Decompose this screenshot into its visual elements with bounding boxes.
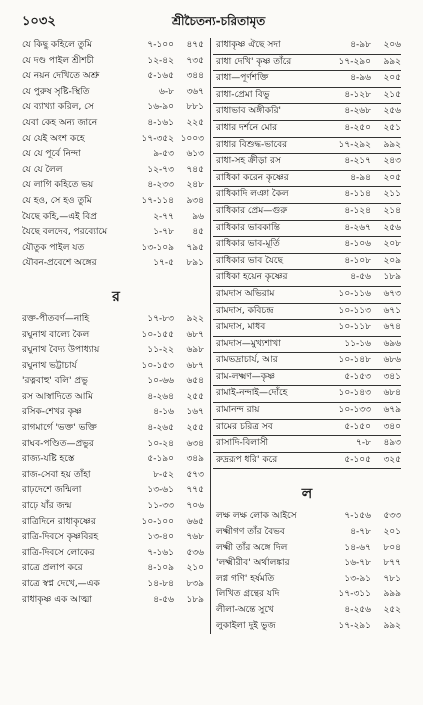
entry-page: ৬৯৮ (186, 345, 204, 356)
entry-page: ২১৪ (383, 205, 401, 216)
entry-page: ৩৬৭ (186, 86, 204, 97)
entry-reference: ১০-১১৮ (338, 322, 371, 333)
entry-reference: ৪-১০৮ (344, 255, 371, 266)
entry-page: ৪৯৩ (383, 438, 401, 449)
index-entry (22, 577, 210, 593)
entry-page: ২০৫ (383, 172, 401, 183)
entry-page: ৬৮৬ (383, 355, 401, 366)
entry-reference: ৫-১৫০ (344, 421, 371, 432)
entry-reference: ১০-১৪৩ (338, 388, 371, 399)
running-title: শ্রীচৈতন্য-চরিতামৃত (172, 14, 266, 28)
entry-reference: ১৭-৮৩ (147, 313, 174, 324)
right-column (210, 38, 401, 634)
entry-text: রসিক-শেখর কৃষ্ণ (22, 407, 82, 418)
entry-page: ৪৫ (192, 227, 204, 238)
entry-page: ৭৩৫ (186, 55, 204, 66)
entry-reference: ৭-৮ (356, 438, 371, 449)
entry-text: যে যে পূর্বে নিন্দা (22, 149, 81, 160)
entry-reference: ৪-১৬ (153, 407, 174, 418)
entry-page: ৯৩৪ (186, 195, 204, 206)
index-entry (22, 163, 210, 179)
entry-page: ১০০৩ (180, 133, 204, 144)
entry-text: রামদাস—মুখ্যশাখা (216, 338, 281, 349)
index-entry (213, 154, 401, 171)
entry-page: ১৮৯ (383, 272, 401, 283)
entry-reference: ১০-১৪৮ (338, 355, 371, 366)
entry-text: 'রত্নবাহু' বলি' প্রভু (22, 376, 88, 387)
index-entry (213, 420, 401, 437)
entry-page: ৯২২ (186, 313, 204, 324)
entry-page: ৬৭৩ (383, 288, 401, 299)
index-entry (213, 171, 401, 188)
entry-reference: ১০-২৪ (147, 438, 174, 449)
entry-reference: ১০-১৫৫ (141, 329, 174, 340)
index-entry (22, 515, 210, 531)
entry-page: ৬৮৭ (186, 329, 204, 340)
section-letter-la: ল (301, 486, 313, 503)
entry-text: রামাই-নন্দাই—দোঁহে (216, 388, 288, 399)
entry-page: ৮৭৭ (383, 558, 401, 569)
entry-page: ৫৭৩ (186, 469, 204, 480)
entry-text: 'লক্ষ্মীরীব' অর্থালঙ্কার (216, 558, 290, 569)
entry-reference: ১৪-৬৭ (344, 542, 371, 553)
index-entry (213, 556, 401, 572)
entry-reference: ৪-১২৮ (344, 89, 371, 100)
index-entry (22, 421, 210, 437)
entry-page: ৩৪৪ (186, 71, 204, 82)
entry-text: রামদাস, কবিচন্দ্র (216, 305, 274, 316)
index-entry (213, 587, 401, 603)
entry-page: ২১৫ (383, 89, 401, 100)
entry-page: ৮৮১ (186, 102, 204, 113)
index-entry (213, 55, 401, 72)
index-entry (213, 121, 401, 138)
entry-text: রাত্রিদিনে রাধাকৃষ্ণের (22, 516, 96, 527)
entry-page: ৮৯১ (186, 258, 204, 269)
index-entry (22, 546, 210, 562)
entry-reference: ৪-১৬১ (147, 117, 174, 128)
entry-reference: ৪-২১৭ (344, 156, 371, 167)
entry-text: রাধা দেখি' কৃষ্ণ তাঁরে (216, 56, 292, 67)
entry-text: রাধাকৃষ্ণ এক আত্মা (22, 594, 92, 605)
index-entry (213, 370, 401, 387)
entry-page: ৬১৩ (186, 149, 204, 160)
index-entry (22, 437, 210, 453)
entry-reference: ৪-৯৮ (350, 40, 371, 50)
entry-reference: ৯-৫৩ (153, 149, 174, 160)
entry-reference: ৪-৫৬ (153, 594, 174, 605)
index-entry (22, 194, 210, 210)
index-entry (22, 359, 210, 375)
index-entry (22, 85, 210, 101)
entry-reference: ৪-১০৯ (147, 563, 174, 574)
index-entry (22, 241, 210, 257)
entry-text: রাঢ়দেশে জন্মিলা (22, 485, 82, 496)
left-column (22, 38, 210, 634)
index-entry (22, 116, 210, 132)
entry-page: ৩২৫ (383, 454, 401, 465)
entry-text: রাধিকার প্রেম—গুরু (216, 205, 288, 216)
index-entry (213, 619, 401, 635)
index-entry (213, 320, 401, 337)
entry-text: যে ব্যাখ্যা করিল, সে (22, 102, 94, 113)
right-group-radha (213, 38, 401, 286)
entry-text: যে হও, সে হও তুমি (22, 195, 92, 206)
entry-text: রামভদ্রাচার্য, আর (216, 355, 278, 366)
entry-page: ২৫১ (383, 122, 401, 133)
entry-page: ৫৩৬ (186, 547, 204, 558)
index-entry (22, 225, 210, 241)
entry-text: লুকাইলা দুই ভুজ (216, 620, 276, 631)
entry-reference: ১৩-১০৯ (141, 242, 174, 253)
entry-text: রাধিকার ভাবকান্তি (216, 222, 280, 233)
entry-reference: ১৭-২৯১ (338, 620, 371, 631)
index-entry (213, 304, 401, 321)
entry-reference: ১৭-১১৪ (141, 195, 174, 206)
entry-reference: ১০-১০০ (141, 516, 174, 527)
entry-text: রাজ-সেবা হয় তাঁহা (22, 469, 91, 480)
entry-page: ২৫৫ (186, 391, 204, 402)
entry-text: যৈছে বলদেব, পরব্যোমে (22, 227, 108, 238)
entry-text: রাঘব-পণ্ডিত—প্রভুর (22, 438, 94, 449)
entry-reference: ৭-১০০ (147, 40, 174, 50)
index-entry (213, 353, 401, 370)
entry-page: ২৫৬ (383, 106, 401, 117)
entry-text: রাধিকার ভাব যৈছে (216, 255, 283, 266)
index-entry (213, 509, 401, 525)
entry-reference: ১০-১৫৩ (141, 360, 174, 371)
entry-reference: ১০-১১৬ (338, 288, 371, 299)
entry-page: ৬৯৬ (383, 338, 401, 349)
index-entry (213, 403, 401, 420)
entry-text: লক্ষ্মীগণ তাঁর বৈভব (216, 527, 285, 538)
index-entry (213, 71, 401, 88)
entry-reference: ৪-১০৬ (344, 239, 371, 250)
entry-page: ৭০৬ (186, 501, 204, 512)
entry-page: ৬৫৪ (186, 376, 204, 387)
entry-text: যেবা কেহ অন্য জানে (22, 117, 98, 128)
entry-text: লিখিত গ্রন্থের যদি (216, 589, 280, 600)
entry-page: ২০৮ (383, 239, 401, 250)
entry-text: রাগমার্গে 'ভক্ত' ভক্তি (22, 423, 97, 434)
index-entry (213, 221, 401, 238)
index-entry (213, 603, 401, 619)
entry-page: ৯৯২ (383, 620, 401, 631)
entry-text: রাত্রে স্বপ্ন দেখে,—এক (22, 579, 100, 589)
entry-reference: ১০-৬৬ (147, 376, 174, 387)
entry-text: যে কিছু কহিলে তুমি (22, 40, 92, 50)
entry-text: রামানন্দ রায় (216, 405, 260, 416)
entry-text: যে পুরুষ সৃষ্টি-স্থিতি (22, 86, 90, 97)
entry-page: ২০৫ (383, 73, 401, 84)
entry-reference: ১১-২২ (147, 345, 174, 356)
entry-reference: ১৭-২৯২ (338, 139, 371, 150)
entry-text: যৌবন-প্রবেশে অঙ্গের (22, 258, 97, 269)
entry-text: রাসাদি-বিলাসী (216, 438, 269, 449)
entry-reference: ১৩-৪০ (147, 532, 174, 543)
index-entry (22, 147, 210, 163)
index-entry (213, 187, 401, 204)
entry-text: রামদাস অভিরাম (216, 288, 275, 299)
section-letter-ra: র (112, 288, 120, 305)
entry-page: ৬৮৭ (186, 360, 204, 371)
entry-reference: ৪-৭৮ (350, 527, 371, 538)
entry-reference: ১৭-৩৫২ (141, 133, 174, 144)
entry-text: রুদ্ররূপ ধরি' করে (216, 454, 278, 465)
entry-page: ৯৬ (192, 211, 204, 222)
index-entry (22, 343, 210, 359)
index-entry (22, 69, 210, 85)
entry-page: ৬৮৪ (383, 388, 401, 399)
entry-reference: ৪-২৬৪ (147, 391, 174, 402)
entry-reference: ৪-৫৬ (350, 272, 371, 283)
index-entry (22, 483, 210, 499)
entry-page: ৯৯২ (383, 56, 401, 67)
entry-reference: ১৩-৬১ (147, 485, 174, 496)
entry-text: রাজ্য-যষ্টি হস্তে (22, 454, 75, 465)
entry-reference: ১৬-৭৮ (344, 558, 371, 569)
entry-reference: ৮-৫২ (153, 469, 174, 480)
index-entry (22, 452, 210, 468)
entry-reference: ৪-১১৪ (344, 189, 371, 200)
entry-reference: ১৭-২৯০ (338, 56, 371, 67)
entry-page: ২০৬ (383, 40, 401, 50)
index-entry (213, 204, 401, 221)
entry-page: ৬৭৪ (383, 322, 401, 333)
index-entry (22, 38, 210, 54)
entry-reference: ৫-১৯০ (147, 454, 174, 465)
entry-text: রাধা—পূর্ণশক্তি (216, 73, 269, 84)
entry-page: ২৫৫ (186, 423, 204, 434)
entry-text: যে লাগি কহিতে ভয় (22, 180, 94, 191)
entry-page: ৮০৪ (383, 542, 401, 553)
index-entry (213, 386, 401, 403)
entry-text: রামের চরিত্র সব (216, 421, 273, 432)
entry-text: যে যেই অংশ কহে (22, 133, 85, 144)
entry-text: যে যে লৈল (22, 164, 63, 175)
left-group-ya (22, 38, 210, 272)
entry-reference: ৫-১০৫ (344, 454, 371, 465)
entry-text: রাধার বিশুদ্ধ-ভাবের (216, 139, 288, 150)
entry-page: ২১০ (186, 563, 204, 574)
index-entry (22, 468, 210, 484)
left-group-ra (22, 312, 210, 608)
entry-text: রামদাস, মাধব (216, 322, 266, 333)
index-entry (213, 104, 401, 121)
entry-reference: ৪-২৩৩ (147, 180, 174, 191)
entry-page: ৯৯২ (383, 139, 401, 150)
entry-page: ৭৯৫ (186, 242, 204, 253)
entry-text: রাত্রি-দিবসে লোকের (22, 547, 95, 558)
entry-text: রঘুনাথ বৈদ্য উপাধ্যায় (22, 345, 100, 356)
entry-text: রাধাকৃষ্ণ ঐছে সদা (216, 40, 281, 50)
index-entry (22, 312, 210, 328)
entry-text: লীলা-অন্তে সুখে (216, 605, 274, 615)
index-entry (22, 499, 210, 515)
entry-page: ৭৭৫ (186, 485, 204, 496)
entry-reference: ১০-১৩৩ (338, 405, 371, 416)
entry-text: লক্ষ্মী তাঁর অঙ্গে দিল (216, 542, 288, 553)
entry-reference: ৪-২৬৮ (344, 106, 371, 117)
entry-page: ১৮৯ (186, 594, 204, 605)
index-entry (22, 593, 210, 609)
index-entry (213, 453, 401, 470)
entry-text: লক্ষ লক্ষ লোক আইসে (216, 511, 297, 522)
entry-text: রাত্রে প্রলাপ করে (22, 563, 83, 574)
index-entry (22, 405, 210, 421)
entry-reference: ৪-২৬৫ (147, 423, 174, 434)
index-entry (22, 100, 210, 116)
page-number: ১০৩২ (22, 14, 56, 29)
entry-text: যে দণ্ড পাইল শ্রীশচী (22, 55, 95, 66)
entry-reference: ১২-৭৩ (147, 164, 174, 175)
entry-text: রাঢ়ে যাঁর জন্ম (22, 501, 72, 512)
entry-reference: ৭-১৬১ (147, 547, 174, 558)
entry-page: ৫৩৩ (383, 511, 401, 522)
entry-page: ২২৫ (186, 117, 204, 128)
entry-reference: ৪-৯৬ (350, 73, 371, 84)
index-entry (213, 270, 401, 286)
entry-page: ২৪৮ (186, 180, 204, 191)
index-entry (213, 88, 401, 105)
page-header (22, 12, 401, 34)
index-entry (213, 254, 401, 271)
entry-page: ৬৭১ (383, 305, 401, 316)
index-entry (213, 38, 401, 55)
entry-reference: ১১-৩৩ (147, 501, 174, 512)
entry-reference: ৪-২৬৭ (344, 222, 371, 233)
entry-page: ২০৯ (383, 255, 401, 266)
entry-page: ৬৭৯ (383, 405, 401, 416)
entry-reference: ৭-১৫৬ (344, 511, 371, 522)
index-entry (22, 374, 210, 390)
entry-reference: ১১-১৬ (344, 338, 371, 349)
entry-reference: ১৩-৯১ (344, 573, 371, 584)
entry-page: ২৫২ (383, 605, 401, 615)
index-entry (22, 178, 210, 194)
entry-text: লগ্ন গণি' হর্ষমতি (216, 573, 275, 584)
index-entry (22, 328, 210, 344)
entry-page: ২১১ (383, 189, 401, 200)
index-entry (213, 572, 401, 588)
entry-reference: ১-৭৮ (153, 227, 174, 238)
index-entry (22, 132, 210, 148)
entry-page: ৭৮১ (383, 573, 401, 584)
entry-reference: ২-৭৭ (153, 211, 174, 222)
entry-reference: ১৬-৯০ (147, 102, 174, 113)
entry-reference: ১০-১১৩ (338, 305, 371, 316)
index-entry (22, 530, 210, 546)
entry-page: ৩৪০ (383, 421, 401, 432)
entry-page: ৪৭৫ (186, 40, 204, 50)
entry-text: যে নয়ন দেখিতে অশ্রু (22, 71, 100, 82)
index-entry (213, 237, 401, 254)
entry-text: রস আস্বাদিতে আমি (22, 391, 93, 402)
entry-page: ৬৩৪ (186, 438, 204, 449)
index-entry (213, 436, 401, 453)
entry-page: ৭৬৮ (186, 532, 204, 543)
entry-page: ৩৪৯ (186, 454, 204, 465)
entry-text: রাত্রি-দিবসে কৃষ্ণবিরহ (22, 532, 99, 543)
index-entry (213, 286, 401, 304)
entry-text: রক্ত-পীতবর্ণ—নাহি (22, 313, 90, 324)
index-columns (22, 38, 401, 634)
entry-page: ৮৩৯ (186, 579, 204, 589)
entry-text: রাধিকা হয়েন কৃষ্ণের (216, 272, 288, 283)
entry-page: ২৪৩ (383, 156, 401, 167)
entry-reference: ১৭-৩১১ (338, 589, 371, 600)
index-entry (22, 390, 210, 406)
entry-reference: ১৭-৫ (153, 258, 174, 269)
entry-page: ২৫৬ (383, 222, 401, 233)
entry-text: রাধাভাব অঙ্গীকরি' (216, 106, 282, 117)
entry-reference: ৪-৯৪ (350, 172, 371, 183)
entry-reference: ৬-৮ (159, 86, 174, 97)
right-group-rama (213, 286, 401, 470)
index-entry (213, 337, 401, 354)
right-group-la (213, 509, 401, 634)
entry-text: যৌতুক পাইল যত (22, 242, 85, 253)
entry-text: রাধিকার ভাব-মূর্তি (216, 239, 280, 250)
entry-text: রাধিকা করেন কৃষ্ণের (216, 172, 289, 183)
index-entry (213, 138, 401, 155)
entry-page: ৬৬৫ (186, 516, 204, 527)
entry-reference: ১২-৪২ (147, 55, 174, 66)
entry-text: যৈছে কহি,—এই বিপ্র (22, 211, 97, 222)
entry-reference: ৫-১৬৫ (147, 71, 174, 82)
entry-text: রাধা-প্রেমা বিভু (216, 89, 270, 100)
entry-text: রাধিকাদি লঞা কৈল (216, 189, 289, 200)
index-entry (213, 525, 401, 541)
index-entry (22, 210, 210, 226)
entry-reference: ৪-২৫৬ (344, 605, 371, 615)
entry-reference: ৪-২৫০ (344, 122, 371, 133)
entry-text: রাধার দর্শনে মোর (216, 122, 278, 133)
entry-text: রাধা-সহ ক্রীড়া রস (216, 156, 281, 167)
entry-page: ১৬৭ (186, 407, 204, 418)
entry-text: রঘুনাথ ভট্টাচার্য (22, 360, 77, 371)
entry-page: ৩৪১ (383, 371, 401, 382)
entry-reference: ৪-১২৪ (344, 205, 371, 216)
index-entry (22, 256, 210, 272)
entry-text: রাম-লক্ষ্মণ—কৃষ্ণ (216, 371, 275, 382)
entry-page: ৯৯৯ (383, 589, 401, 600)
entry-reference: ৫-১৫৩ (344, 371, 371, 382)
entry-page: ২০১ (383, 527, 401, 538)
entry-text: রঘুনাথ বাল্যে কৈল (22, 329, 90, 340)
index-entry (22, 561, 210, 577)
index-entry (213, 541, 401, 557)
entry-page: ৭৪৫ (186, 164, 204, 175)
index-entry (22, 54, 210, 70)
entry-reference: ১৪-৮৪ (147, 579, 174, 589)
